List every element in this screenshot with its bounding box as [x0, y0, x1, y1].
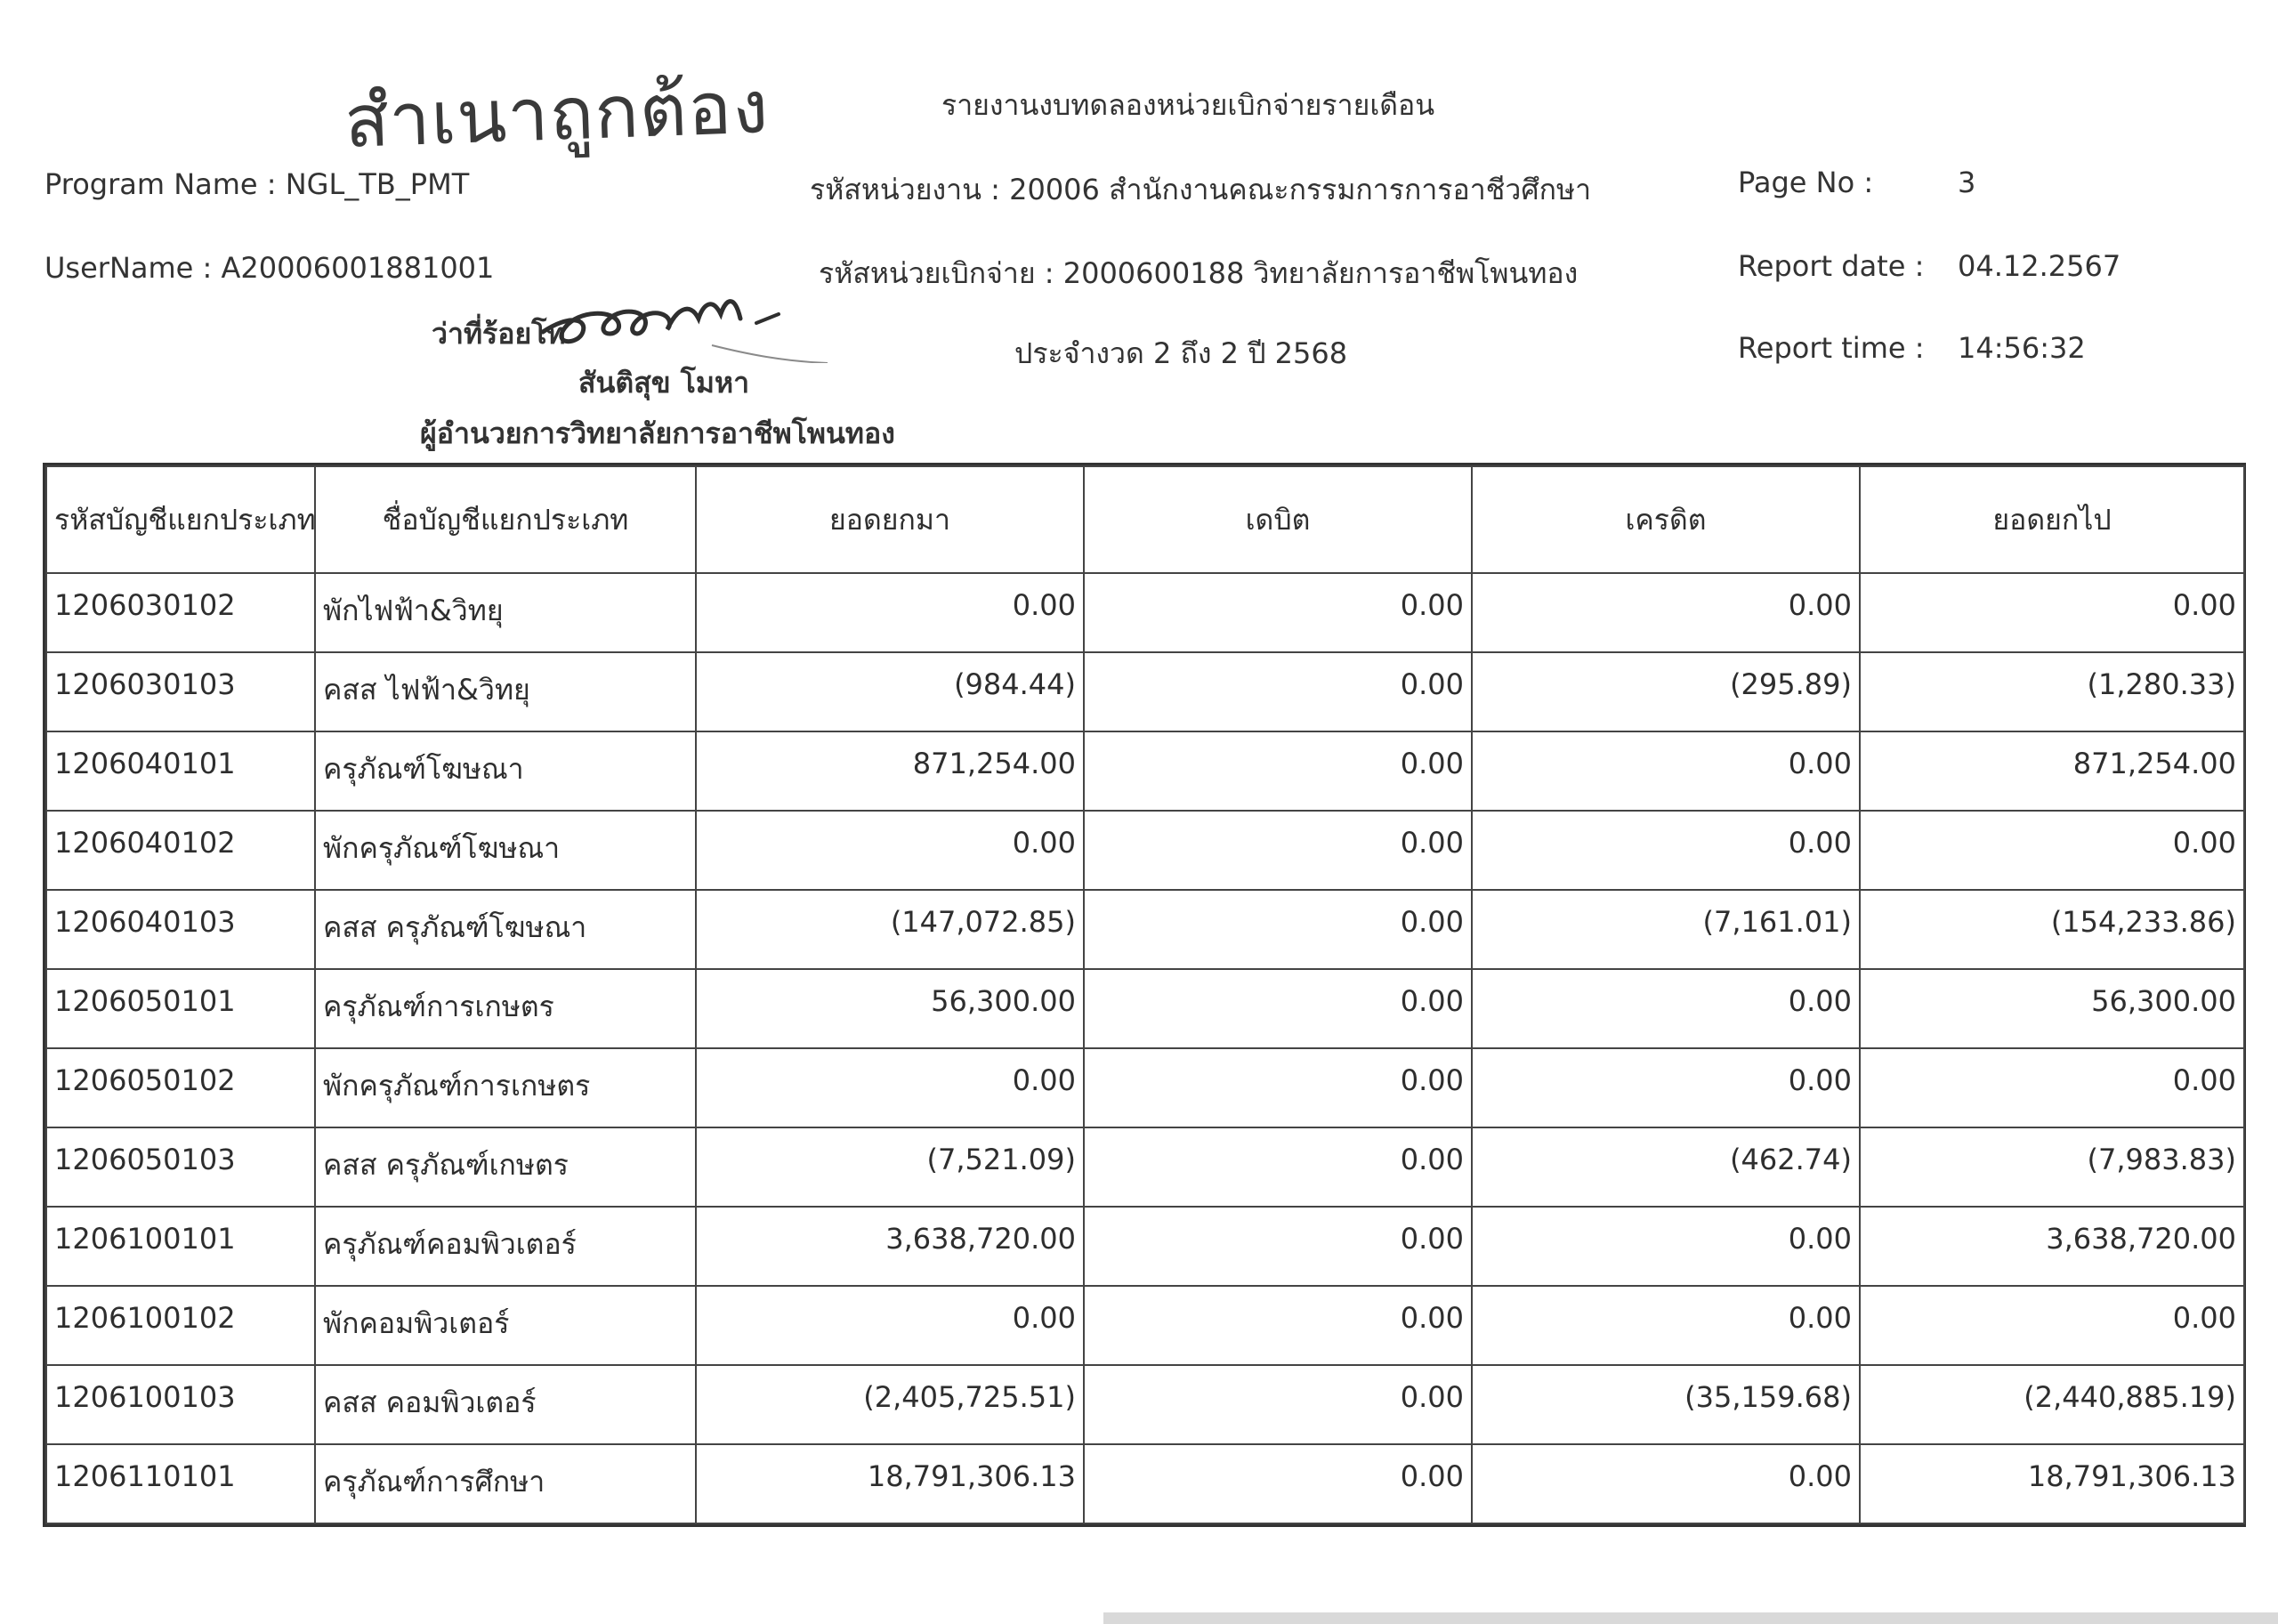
page-no-value: 3	[1958, 166, 1976, 199]
cell-carried-forward: (7,983.83)	[1860, 1127, 2244, 1207]
cell-brought-forward: 0.00	[696, 573, 1084, 652]
cell-account-name: คสส คอมพิวเตอร์	[315, 1365, 696, 1444]
header-credit: เครดิต	[1472, 466, 1860, 573]
table-row	[46, 573, 2244, 652]
table-row	[46, 1127, 2244, 1207]
cell-brought-forward: (2,405,725.51)	[696, 1365, 1084, 1444]
cell-credit: 0.00	[1472, 811, 1860, 890]
cell-account-code: 1206040103	[46, 890, 315, 969]
table-row	[46, 1207, 2244, 1286]
signer-title: ผู้อำนวยการวิทยาลัยการอาชีพโพนทอง	[420, 416, 895, 450]
header-debit: เดบิต	[1084, 466, 1472, 573]
page-no-label: Page No :	[1738, 166, 1874, 199]
cell-account-name: พักไฟฟ้า&วิทยุ	[315, 573, 696, 652]
cell-carried-forward: (2,440,885.19)	[1860, 1365, 2244, 1444]
cell-account-name: พักครุภัณฑ์การเกษตร	[315, 1048, 696, 1127]
cell-brought-forward: (147,072.85)	[696, 890, 1084, 969]
header-brought-forward: ยอดยกมา	[696, 466, 1084, 573]
cell-credit: 0.00	[1472, 1444, 1860, 1523]
cell-debit: 0.00	[1084, 1365, 1472, 1444]
cell-carried-forward: 0.00	[1860, 811, 2244, 890]
cell-account-name: ครุภัณฑ์การเกษตร	[315, 969, 696, 1048]
cell-carried-forward: (1,280.33)	[1860, 652, 2244, 731]
cell-debit: 0.00	[1084, 890, 1472, 969]
cell-account-name: พักคอมพิวเตอร์	[315, 1286, 696, 1365]
cell-account-name: พักครุภัณฑ์โฆษณา	[315, 811, 696, 890]
cell-credit: (35,159.68)	[1472, 1365, 1860, 1444]
report-time-label: Report time :	[1738, 331, 1925, 365]
cell-credit: 0.00	[1472, 731, 1860, 811]
cell-credit: 0.00	[1472, 573, 1860, 652]
table-row	[46, 652, 2244, 731]
cell-account-code: 1206050102	[46, 1048, 315, 1127]
cell-account-name: ครุภัณฑ์คอมพิวเตอร์	[315, 1207, 696, 1286]
cell-debit: 0.00	[1084, 573, 1472, 652]
cell-carried-forward: (154,233.86)	[1860, 890, 2244, 969]
cell-account-code: 1206100101	[46, 1207, 315, 1286]
cell-brought-forward: 56,300.00	[696, 969, 1084, 1048]
cell-brought-forward: 871,254.00	[696, 731, 1084, 811]
table-row	[46, 1365, 2244, 1444]
report-date-value: 04.12.2567	[1958, 249, 2121, 283]
table-row	[46, 890, 2244, 969]
cell-debit: 0.00	[1084, 1127, 1472, 1207]
cell-debit: 0.00	[1084, 731, 1472, 811]
header-account-name: ชื่อบัญชีแยกประเภท	[315, 466, 696, 573]
cell-credit: 0.00	[1472, 1207, 1860, 1286]
table-row	[46, 969, 2244, 1048]
cell-debit: 0.00	[1084, 652, 1472, 731]
cell-debit: 0.00	[1084, 1048, 1472, 1127]
cell-account-code: 1206050101	[46, 969, 315, 1048]
cell-debit: 0.00	[1084, 811, 1472, 890]
cell-account-code: 1206030102	[46, 573, 315, 652]
scan-edge-shadow	[1103, 1612, 2278, 1624]
handwritten-signature	[534, 283, 836, 363]
cell-carried-forward: 18,791,306.13	[1860, 1444, 2244, 1523]
cell-credit: (462.74)	[1472, 1127, 1860, 1207]
cell-account-name: ครุภัณฑ์การศึกษา	[315, 1444, 696, 1523]
cell-account-name: คสส ครุภัณฑ์โฆษณา	[315, 890, 696, 969]
copy-certified-stamp: สำเนาถูกต้อง	[343, 65, 771, 165]
table-row	[46, 1048, 2244, 1127]
cell-carried-forward: 0.00	[1860, 573, 2244, 652]
trial-balance-table	[43, 463, 2246, 1527]
signer-name: สันติสุข โมหา	[578, 366, 750, 400]
table-row	[46, 731, 2244, 811]
cell-account-name: คสส ไฟฟ้า&วิทยุ	[315, 652, 696, 731]
cell-account-code: 1206110101	[46, 1444, 315, 1523]
table-row	[46, 811, 2244, 890]
user-name: UserName : A20006001881001	[44, 251, 495, 285]
cell-brought-forward: 18,791,306.13	[696, 1444, 1084, 1523]
cell-debit: 0.00	[1084, 1444, 1472, 1523]
cell-credit: 0.00	[1472, 1048, 1860, 1127]
cell-account-code: 1206100103	[46, 1365, 315, 1444]
header-account-code: รหัสบัญชีแยกประเภท	[46, 466, 315, 573]
cell-carried-forward: 0.00	[1860, 1286, 2244, 1365]
report-time-value: 14:56:32	[1958, 331, 2086, 365]
cell-debit: 0.00	[1084, 1207, 1472, 1286]
report-period: ประจำงวด 2 ถึง 2 ปี 2568	[1014, 336, 1348, 370]
table-row	[46, 1444, 2244, 1523]
signer-rank: ว่าที่ร้อยโท	[432, 317, 566, 351]
cell-brought-forward: (7,521.09)	[696, 1127, 1084, 1207]
cell-carried-forward: 56,300.00	[1860, 969, 2244, 1048]
cell-carried-forward: 0.00	[1860, 1048, 2244, 1127]
cell-account-code: 1206040101	[46, 731, 315, 811]
cell-account-code: 1206040102	[46, 811, 315, 890]
header-carried-forward: ยอดยกไป	[1860, 466, 2244, 573]
report-title: รายงานงบทดลองหน่วยเบิกจ่ายรายเดือน	[941, 88, 1435, 122]
cell-account-name: ครุภัณฑ์โฆษณา	[315, 731, 696, 811]
cell-account-code: 1206100102	[46, 1286, 315, 1365]
cell-brought-forward: 3,638,720.00	[696, 1207, 1084, 1286]
cell-credit: (7,161.01)	[1472, 890, 1860, 969]
cell-carried-forward: 871,254.00	[1860, 731, 2244, 811]
program-name: Program Name : NGL_TB_PMT	[44, 167, 470, 201]
cell-brought-forward: (984.44)	[696, 652, 1084, 731]
cell-credit: 0.00	[1472, 969, 1860, 1048]
cell-account-name: คสส ครุภัณฑ์เกษตร	[315, 1127, 696, 1207]
cell-credit: 0.00	[1472, 1286, 1860, 1365]
cell-carried-forward: 3,638,720.00	[1860, 1207, 2244, 1286]
cell-account-code: 1206030103	[46, 652, 315, 731]
report-date-label: Report date :	[1738, 249, 1925, 283]
cell-debit: 0.00	[1084, 1286, 1472, 1365]
table-row	[46, 1286, 2244, 1365]
table-header-row	[46, 466, 2244, 573]
cell-account-code: 1206050103	[46, 1127, 315, 1207]
cell-credit: (295.89)	[1472, 652, 1860, 731]
agency-code: รหัสหน่วยงาน : 20006 สำนักงานคณะกรรมการการอาชีวศึกษา	[810, 173, 1592, 206]
cell-brought-forward: 0.00	[696, 1048, 1084, 1127]
cell-debit: 0.00	[1084, 969, 1472, 1048]
disbursement-unit: รหัสหน่วยเบิกจ่าย : 2000600188 วิทยาลัยการอาชีพโพนทอง	[819, 256, 1579, 290]
cell-brought-forward: 0.00	[696, 811, 1084, 890]
cell-brought-forward: 0.00	[696, 1286, 1084, 1365]
